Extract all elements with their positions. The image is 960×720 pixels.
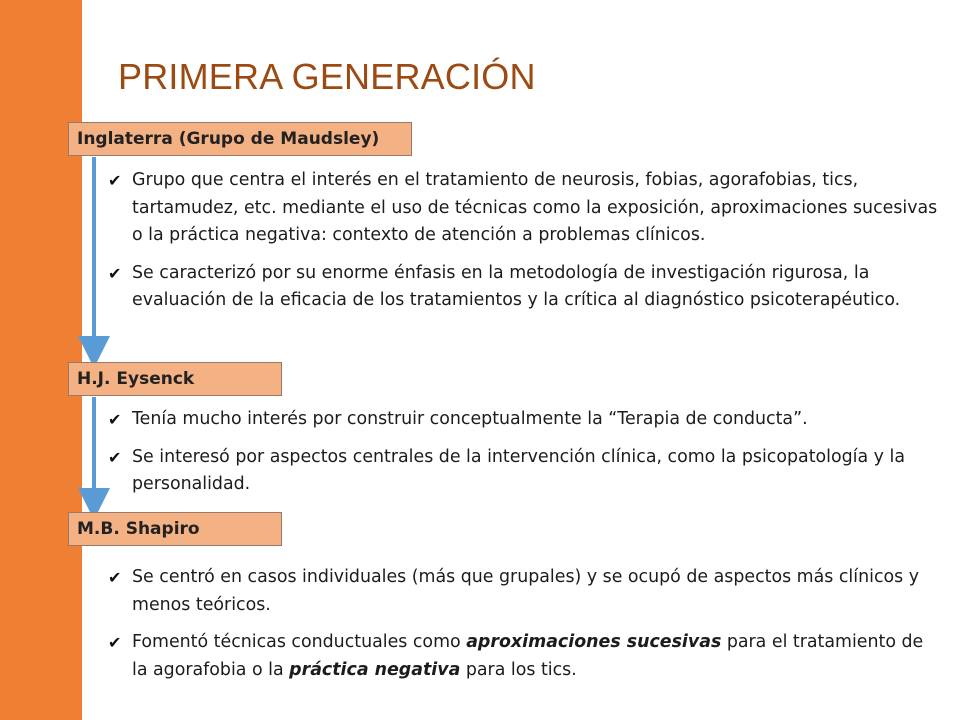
section-label-shapiro: M.B. Shapiro: [68, 512, 282, 546]
bullet-item: [108, 167, 940, 250]
bullet-text: [132, 447, 905, 495]
bullet-text: [132, 170, 937, 245]
text-segment: Se centró en casos individuales (más que grupales) y se ocupó de aspectos más clínicos y menos teóricos.: [132, 567, 920, 615]
text-segment: para el tratamiento de la agorafobia o la: [132, 632, 924, 680]
checkmark-icon: ✔: [108, 633, 122, 652]
section-label-eysenck: H.J. Eysenck: [68, 362, 282, 396]
bullet-item: [108, 564, 940, 619]
checkmark-icon: ✔: [108, 171, 122, 190]
bullet-list-shapiro: [108, 564, 940, 694]
bullet-item: [108, 260, 940, 315]
bullet-text: [132, 567, 919, 615]
bullet-list-maudsley: [108, 167, 940, 325]
bullet-item: [108, 629, 940, 684]
text-segment: Se caracterizó por su enorme énfasis en la metodología de investigación rigurosa, la evaluación de la eficacia de los tratamientos y la crítica al diagnóstico psicoterapéutico.: [132, 262, 901, 310]
bullet-text: [132, 263, 900, 311]
section-label-maudsley: Inglaterra (Grupo de Maudsley): [68, 122, 412, 156]
text-segment: Se interesó por aspectos centrales de la intervención clínica, como la psicopatología y la personalidad.: [132, 446, 905, 494]
slide-title: PRIMERA GENERACIÓN: [118, 56, 536, 97]
bullet-item: [108, 406, 940, 434]
text-segment: para los tics.: [460, 659, 577, 680]
checkmark-icon: ✔: [108, 263, 122, 283]
text-segment: Tenía mucho interés por construir conceptualmente la “Terapia de conducta”.: [132, 409, 808, 429]
checkmark-icon: ✔: [108, 447, 122, 467]
bullet-list-eysenck: [108, 406, 940, 509]
emphasized-term: aproximaciones sucesivas: [466, 632, 722, 652]
bullet-text: [132, 409, 808, 429]
emphasized-term: práctica negativa: [289, 659, 461, 680]
checkmark-icon: ✔: [108, 410, 122, 429]
bullet-text: [132, 632, 923, 680]
checkmark-icon: ✔: [108, 568, 122, 587]
text-segment: Fomentó técnicas conductuales como: [132, 632, 467, 652]
bullet-item: [108, 444, 940, 499]
text-segment: Grupo que centra el interés en el tratamiento de neurosis, fobias, agorafobias, tics, tartamudez, etc. mediante el uso de técnicas como la exposición, aproximaciones sucesivas o la práctica negativa: contexto de atención a problemas clínicos.: [132, 170, 938, 245]
